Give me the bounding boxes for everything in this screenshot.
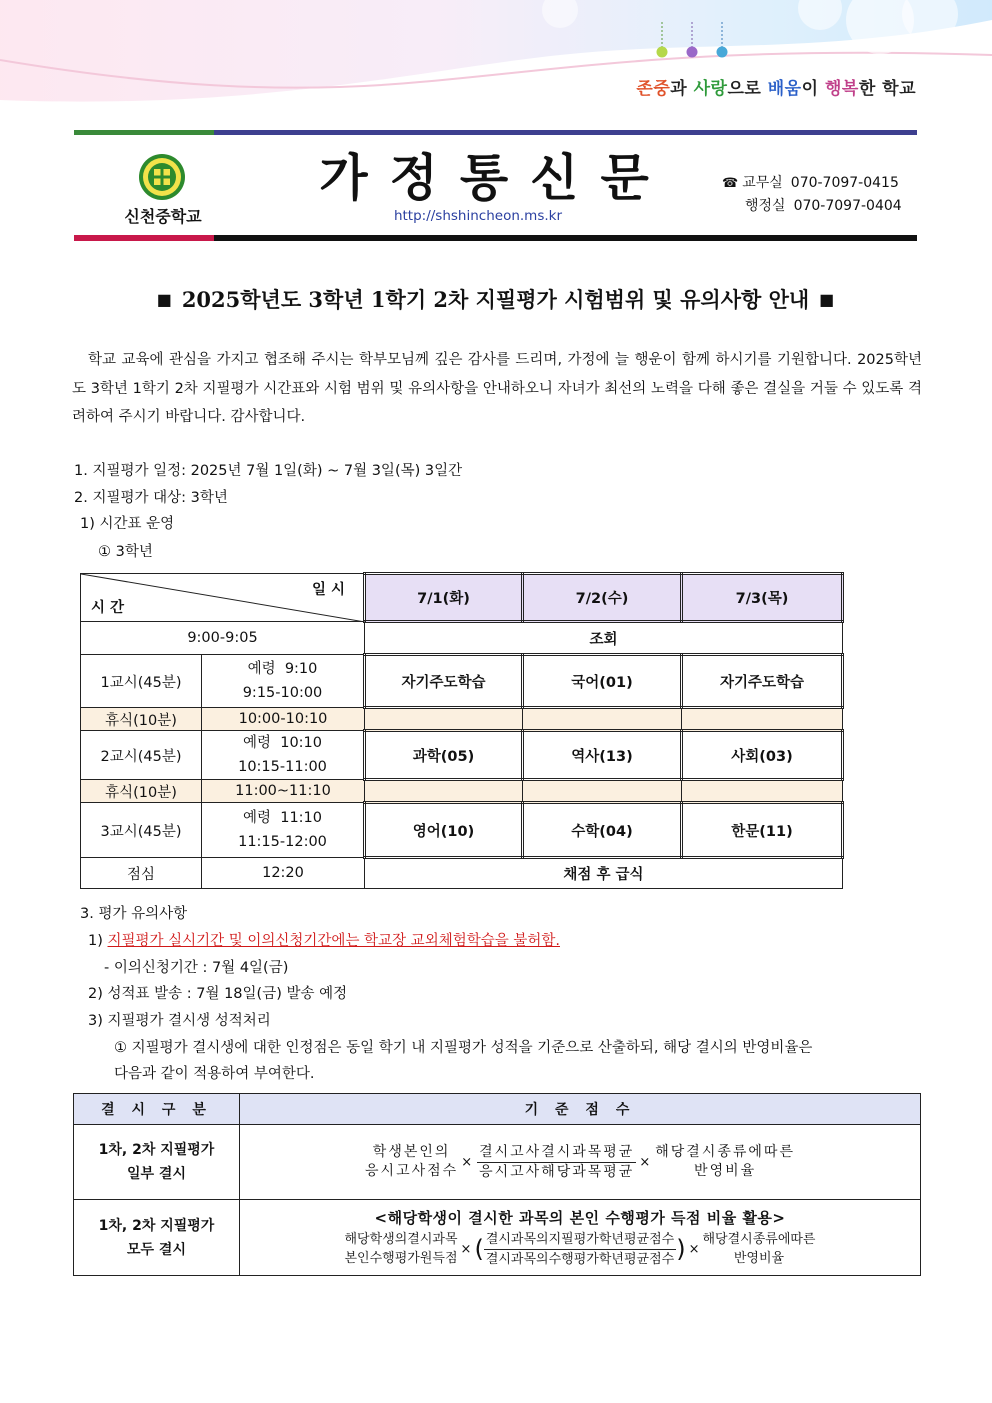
criteria-header-cell: 결 시 구 분 — [74, 1094, 240, 1125]
period-row — [81, 803, 843, 858]
office-label: 행정실 — [745, 198, 786, 214]
note-3-detail-line2: 다음과 같이 적용하여 부여한다. — [114, 1066, 315, 1082]
intro-text: 학교 교육에 관심을 가지고 협조해 주시는 학부모님께 깊은 감사를 드리며, 가정에 늘 행운이 함께 하시기를 기원합니다. 2025학년도 3학년 1학기 2차 지필평가 시간표와 시험 범위 및 유의사항을 안내하오니 자녀가 최선의 노력을 다해 좋은 결실을 거둘 수 있도록 격려하여 주시기 바랍니다. 감사합니다. — [72, 352, 922, 425]
motto-part: 과 — [670, 79, 694, 99]
subject-cell: 과학(05) — [365, 731, 523, 780]
formula-term — [655, 1143, 795, 1181]
empty-cell — [365, 708, 523, 731]
telephone-icon: ☎ — [722, 176, 739, 191]
formula-term-line: 반영비율 — [694, 1163, 757, 1179]
section-exam-schedule: 1. 지필평가 일정: 2025년 7월 1일(화) ~ 7월 3일(목) 3일간 — [74, 463, 463, 479]
empty-cell — [523, 780, 682, 803]
period-label: 2교시(45분) — [81, 731, 202, 780]
office-phone-number: 070-7097-0404 — [793, 198, 902, 214]
header-top-rule — [74, 130, 917, 135]
criteria-label-line: 모두 결시 — [127, 1241, 186, 1258]
lunch-row — [81, 858, 843, 889]
subject-cell: 사회(03) — [682, 731, 843, 780]
corner-label-date: 일 시 — [311, 582, 345, 598]
day-header: 7/2(수) — [523, 574, 682, 622]
bell-time: 예령 10:10 — [242, 735, 323, 751]
section-exam-target: 2. 지필평가 대상: 3학년 — [74, 490, 228, 506]
empty-cell — [365, 780, 523, 803]
bell-time: 예령 11:10 — [242, 810, 323, 826]
note-3: 3) 지필평가 결시생 성적처리 — [88, 1013, 271, 1029]
lunch-label: 점심 — [81, 858, 202, 889]
day-header: 7/3(목) — [682, 574, 843, 622]
intro-paragraph — [72, 346, 922, 432]
criteria-header-cell: 기 준 점 수 — [240, 1094, 921, 1125]
fraction-numerator: 결시고사결시과목평균 — [477, 1143, 636, 1163]
subject-cell: 역사(13) — [523, 731, 682, 780]
note-3-detail-line1: ① 지필평가 결시생에 대한 인정점은 동일 학기 내 지필평가 성적을 기준으로 산출하되, 해당 결시의 반영비율은 — [114, 1040, 813, 1056]
subject-cell: 자기주도학습 — [682, 655, 843, 708]
square-bullet-icon: ■ — [156, 290, 172, 309]
assembly-row — [81, 622, 843, 655]
motto-part: 이 — [801, 79, 825, 99]
office-label: 교무실 — [742, 175, 783, 191]
day-header: 7/1(화) — [365, 574, 523, 622]
formula-term-line: 학생본인의 — [372, 1144, 451, 1160]
square-bullet-icon: ■ — [819, 290, 835, 309]
period-row — [81, 655, 843, 708]
break-label: 휴식(10분) — [81, 780, 202, 803]
school-motto — [636, 74, 916, 99]
formula-fraction — [484, 1230, 676, 1269]
right-paren-icon: ) — [676, 1235, 686, 1263]
time-cell — [202, 803, 365, 858]
exam-time: 10:15-11:00 — [238, 759, 327, 775]
office-phone-number: 070-7097-0415 — [790, 175, 899, 191]
exam-time: 11:15-12:00 — [238, 834, 327, 850]
corner-label-time: 시 간 — [91, 600, 125, 616]
formula-term-line: 응시고사점수 — [365, 1163, 459, 1179]
decorative-dots-icon — [654, 22, 744, 62]
time-cell: 10:00-10:10 — [202, 708, 365, 731]
criteria-label — [74, 1125, 240, 1200]
score-formula — [365, 1143, 795, 1182]
formula-term-line: 해당결시종류에따른 — [702, 1232, 816, 1247]
section-notes-title: 3. 평가 유의사항 — [80, 906, 188, 922]
note-1 — [88, 929, 560, 950]
subject-cell: 영어(10) — [365, 803, 523, 858]
period-row — [81, 731, 843, 780]
subsection-timetable: 1) 시간표 운영 — [80, 516, 175, 532]
subject-cell: 수학(04) — [523, 803, 682, 858]
subject-cell: 한문(11) — [682, 803, 843, 858]
motto-part: 사랑 — [693, 79, 728, 99]
criteria-formula-cell — [240, 1125, 921, 1200]
lunch-note: 채점 후 급식 — [365, 858, 843, 889]
timetable-header-row — [81, 574, 843, 622]
formula-term-line: 해당학생의결시과목 — [344, 1232, 458, 1247]
absence-criteria-table — [73, 1093, 921, 1276]
fraction-numerator: 결시과목의지필평가학년평균점수 — [484, 1230, 676, 1250]
criteria-label-line: 1차, 2차 지필평가 — [98, 1142, 215, 1158]
time-cell — [202, 655, 365, 708]
subject-cell: 국어(01) — [523, 655, 682, 708]
break-row — [81, 780, 843, 803]
criteria-header-row — [74, 1094, 921, 1125]
fraction-denominator: 결시과목의수행평가학년평균점수 — [485, 1251, 675, 1267]
empty-cell — [682, 780, 843, 803]
assembly-cell: 조회 — [365, 622, 843, 655]
break-label: 휴식(10분) — [81, 708, 202, 731]
empty-cell — [523, 708, 682, 731]
contact-info — [722, 172, 902, 217]
period-label: 1교시(45분) — [81, 655, 202, 708]
motto-part: 으로 — [727, 79, 768, 99]
header-bottom-rule — [74, 235, 917, 241]
school-website-link[interactable]: http://shshincheon.ms.kr — [393, 208, 563, 224]
motto-part: 한 학교 — [858, 79, 916, 99]
multiply-icon: × — [461, 1154, 475, 1170]
warning-text: 지필평가 실시기간 및 이의신청기간에는 학교장 교외체험학습을 불허함. — [107, 933, 560, 949]
time-cell — [202, 731, 365, 780]
criteria-label — [74, 1200, 240, 1276]
exam-time: 9:15-10:00 — [242, 685, 323, 701]
multiply-icon: × — [460, 1241, 472, 1257]
note-number: 1) — [88, 933, 108, 949]
newsletter-title: 가정통신문 — [319, 148, 671, 207]
subsection-grade3: ① 3학년 — [98, 544, 153, 560]
fraction-denominator: 응시고사해당과목평균 — [479, 1163, 635, 1180]
header-background-decoration — [0, 0, 992, 130]
motto-part: 행복 — [824, 79, 859, 99]
note-2: 2) 성적표 발송 : 7월 18일(금) 발송 예정 — [88, 986, 348, 1002]
motto-part: 배움 — [767, 79, 802, 99]
criteria-row — [74, 1200, 921, 1276]
school-logo-icon — [137, 152, 187, 202]
time-cell: 12:20 — [202, 858, 365, 889]
timetable-corner-cell — [81, 574, 365, 622]
period-label: 3교시(45분) — [81, 803, 202, 858]
multiply-icon: × — [639, 1154, 653, 1170]
criteria-row — [74, 1125, 921, 1200]
document-title — [74, 284, 917, 314]
formula-term — [345, 1230, 458, 1268]
time-cell: 9:00-9:05 — [81, 622, 365, 655]
formula-term-line: 반영비율 — [733, 1251, 785, 1266]
break-row — [81, 708, 843, 731]
time-cell: 11:00~11:10 — [202, 780, 365, 803]
criteria-label-line: 일부 결시 — [127, 1166, 186, 1182]
note-1-sub: - 이의신청기간 : 7월 4일(금) — [104, 960, 289, 976]
formula-heading: <해당학생이 결시한 과목의 본인 수행평가 득점 비율 활용> — [374, 1208, 786, 1227]
empty-cell — [682, 708, 843, 731]
formula-term-line: 해당결시종류에따른 — [655, 1144, 795, 1160]
formula-term — [365, 1143, 458, 1181]
criteria-label-line: 1차, 2차 지필평가 — [98, 1217, 215, 1234]
subject-cell: 자기주도학습 — [365, 655, 523, 708]
criteria-formula-cell — [240, 1200, 921, 1276]
left-paren-icon: ( — [474, 1235, 484, 1263]
formula-term-line: 본인수행평가원득점 — [344, 1251, 458, 1266]
formula-fraction — [477, 1143, 636, 1182]
bell-time: 예령 9:10 — [247, 661, 318, 677]
formula-term — [702, 1230, 815, 1268]
document-title-text: 2025학년도 3학년 1학기 2차 지필평가 시험범위 및 유의사항 안내 — [181, 287, 810, 312]
multiply-icon: × — [688, 1241, 700, 1257]
score-formula — [345, 1230, 816, 1269]
exam-timetable — [80, 572, 844, 889]
school-name: 신천중학교 — [124, 207, 202, 226]
motto-part: 존중 — [636, 79, 671, 99]
